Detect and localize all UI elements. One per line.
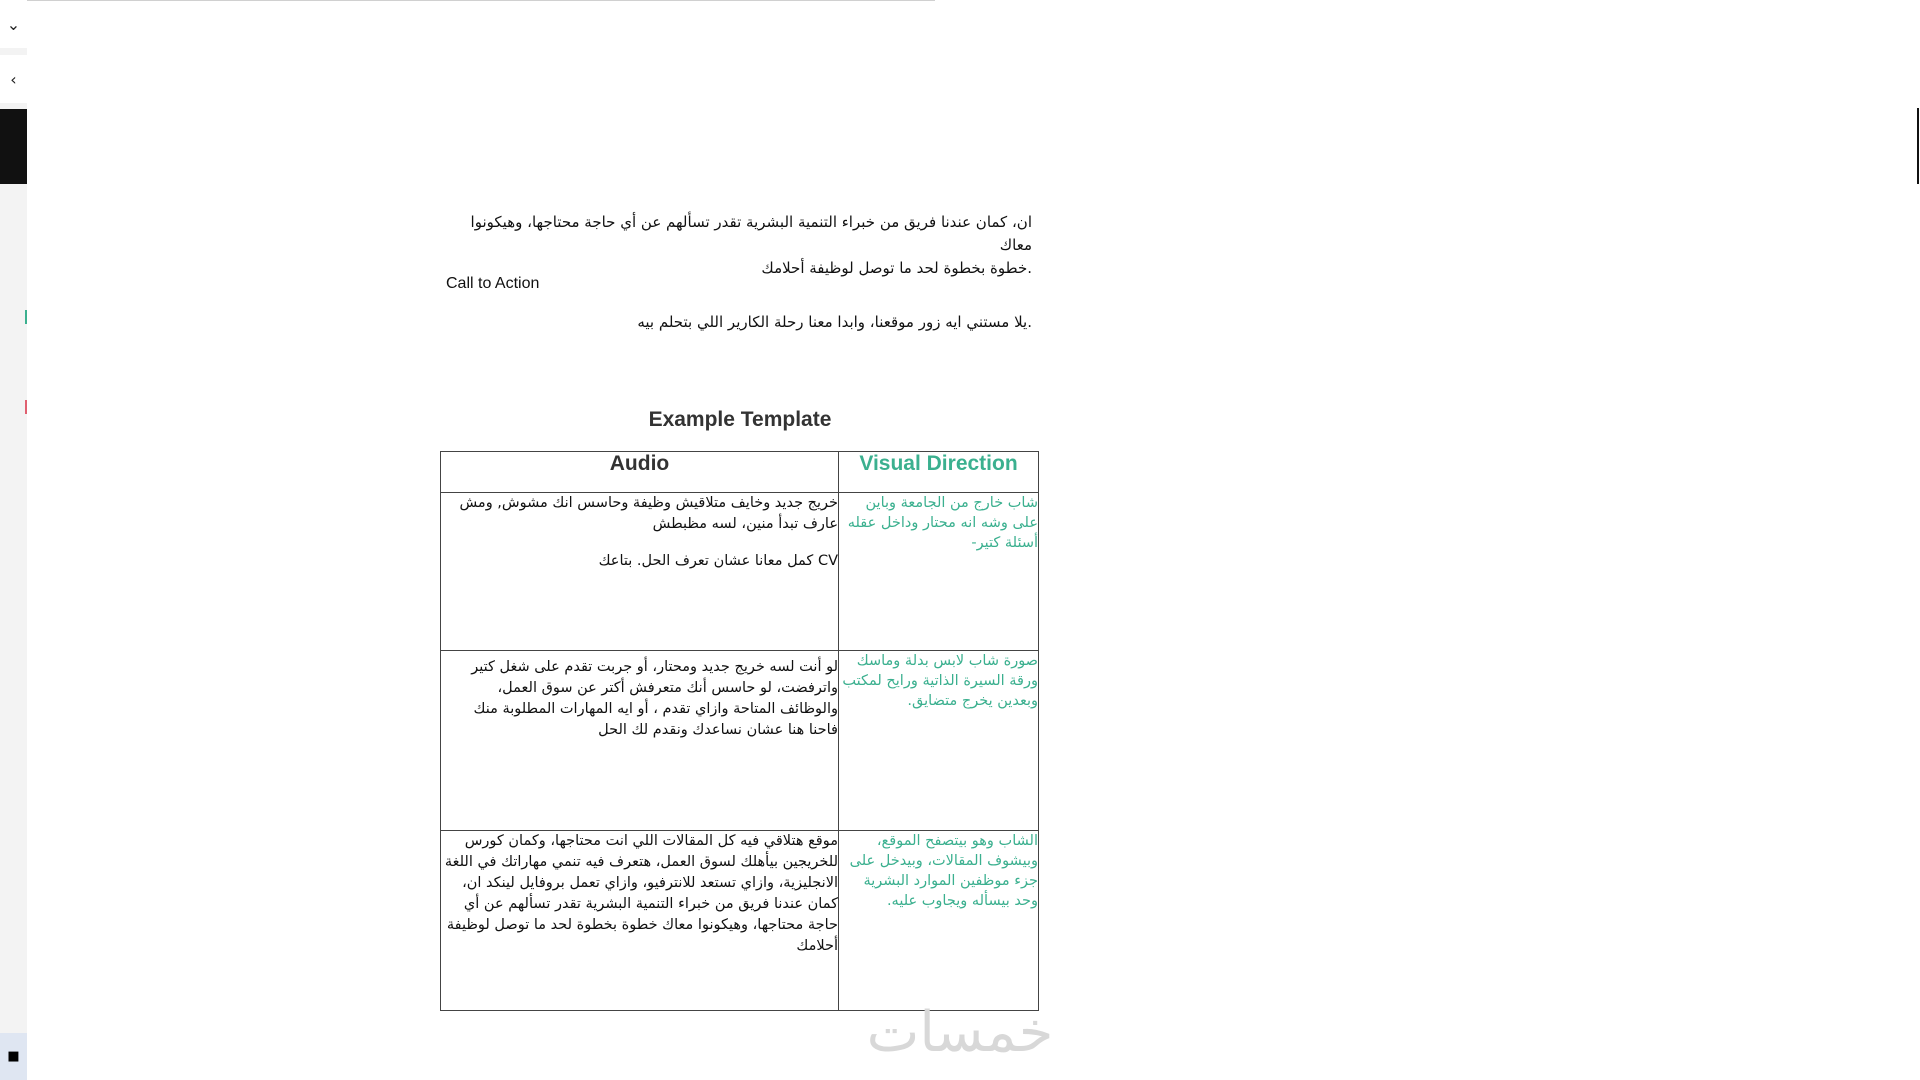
red-marker xyxy=(25,400,27,414)
audio-text: لو أنت لسه خريج جديد ومحتار، أو جربت تقدم على شغل كتير واترفضت، لو حاسس أنك متعرفش أكتر عن سوق العمل، والوظائف المتاحة وازاي تقدم ، أو ايه المهارات المطلوبة منك فاحنا هنا عشان نساعدك ونقدم لك الحل xyxy=(471,659,838,738)
visual-cell xyxy=(839,493,1039,651)
script-table xyxy=(440,451,1039,1011)
intro-paragraph xyxy=(460,211,1032,280)
visual-cell xyxy=(839,831,1039,1011)
intro-line-1: ان، كمان عندنا فريق من خبراء التنمية البشرية تقدر تسألهم عن أي حاجة محتاجها، وهيكونوا معاك xyxy=(470,213,1032,254)
dark-panel xyxy=(0,109,27,184)
table-row xyxy=(441,651,1039,831)
visual-cell xyxy=(839,651,1039,831)
left-side-strip xyxy=(0,0,27,1080)
table-row xyxy=(441,831,1039,1011)
template-title: Example Template xyxy=(648,408,832,431)
right-edge-bar xyxy=(1917,108,1919,184)
watermark-logo: خمسات xyxy=(866,1000,1054,1065)
back-icon[interactable]: ‹ xyxy=(0,55,27,103)
window-icon[interactable]: ■ xyxy=(0,1033,27,1080)
cta-heading: Call to Action xyxy=(446,275,540,292)
audio-cell xyxy=(441,493,839,651)
audio-text: موقع هتلاقي فيه كل المقالات اللي انت محتاجها، وكمان كورس للخريجين بيأهلك لسوق العمل، هتعرف فيه تنمي مهاراتك في اللغة الانجليزية، وازاي تستعد للانترفيو، وازاي تعمل بروفايل لينكد ان، كمان عندنا فريق من خبراء التنمية البشرية تقدر تسألهم عن أي حاجة محتاجها، وهيكونوا معاك خطوة بخطوة لحد ما توصل لوظيفة أحلامك xyxy=(444,833,838,954)
table-header-row xyxy=(441,452,1039,493)
chevron-down-icon[interactable]: ⌄ xyxy=(0,0,27,48)
top-divider xyxy=(27,0,935,1)
audio-text: خريج جديد وخايف متلاقيش وظيفة وحاسس انك مشوش, ومش عارف تبدأ منين، لسه مظبطش xyxy=(459,495,838,532)
visual-text: صورة شاب لابس بدلة وماسك ورقة السيرة الذاتية ورايح لمكتب وبعدين يخرج متضايق. xyxy=(842,653,1038,709)
audio-text-cv: CV كمل معانا عشان تعرف الحل. بتاعك xyxy=(598,553,838,569)
table-row xyxy=(441,493,1039,651)
intro-line-2: .خطوة بخطوة لحد ما توصل لوظيفة أحلامك xyxy=(761,259,1032,277)
visual-header: Visual Direction xyxy=(839,452,1039,493)
green-marker xyxy=(25,310,27,324)
audio-cell xyxy=(441,651,839,831)
cta-text: .يلا مستني ايه زور موقعنا، وابدا معنا رحلة الكارير اللي بتحلم بيه xyxy=(637,313,1032,331)
audio-header: Audio xyxy=(441,452,839,493)
visual-text: الشاب وهو بيتصفح الموقع، وبيشوف المقالات، وبيدخل على جزء موظفين الموارد البشرية وحد بيسأله ويجاوب عليه. xyxy=(849,833,1038,909)
visual-text: شاب خارج من الجامعة وباين على وشه انه محتار وداخل عقله أسئلة كتير- xyxy=(847,495,1038,551)
audio-cell xyxy=(441,831,839,1011)
